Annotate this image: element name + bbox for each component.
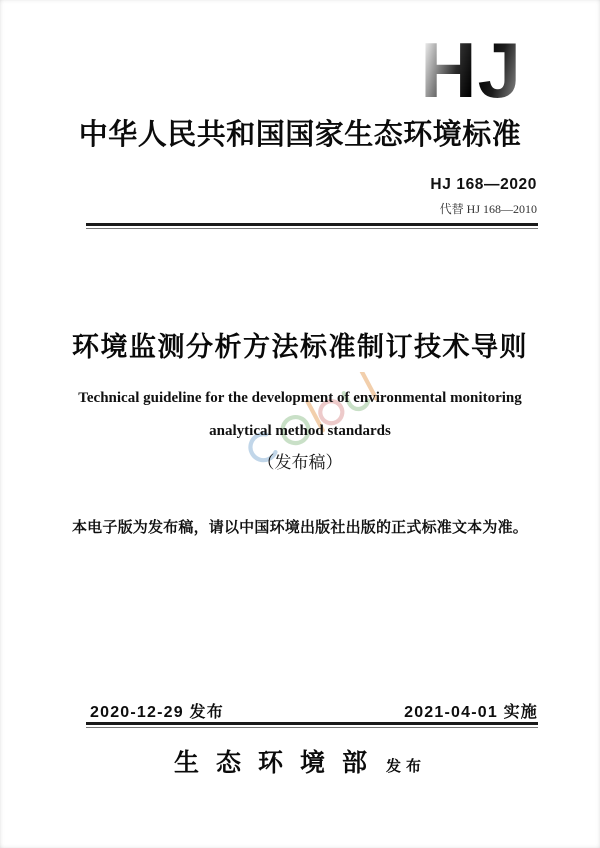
header-title: 中华人民共和国国家生态环境标准	[78, 119, 522, 151]
replaced-standard: 代替 HJ 168—2010	[439, 202, 537, 216]
footer-divider	[86, 722, 538, 725]
page-title: 环境监测分析方法标准制订技术导则	[72, 332, 528, 362]
hj-emblem	[0, 26, 522, 114]
electronic-version-notice: 本电子版为发布稿，请以中国环境出版社出版的正式标准文本为准。	[71, 519, 528, 536]
english-subtitle-line-1: Technical guideline for the development of environmental monitoring	[78, 390, 522, 406]
publisher-footer	[0, 743, 600, 779]
english-subtitle-line-2: analytical method standards	[209, 423, 391, 439]
publisher-verb: 发布	[386, 758, 427, 775]
effective-date: 2021-04-01 实施	[404, 704, 538, 721]
draft-status-mark: （发布稿）	[257, 453, 343, 472]
standard-number: HJ 168—2020	[430, 176, 537, 193]
publisher-ministry: 生态环境部	[173, 749, 384, 777]
english-subtitle	[70, 382, 530, 448]
hj-emblem-text: HJ	[420, 26, 522, 114]
issue-date: 2020-12-29 发布	[90, 704, 224, 721]
date-row	[90, 699, 538, 722]
header-divider	[86, 223, 538, 226]
